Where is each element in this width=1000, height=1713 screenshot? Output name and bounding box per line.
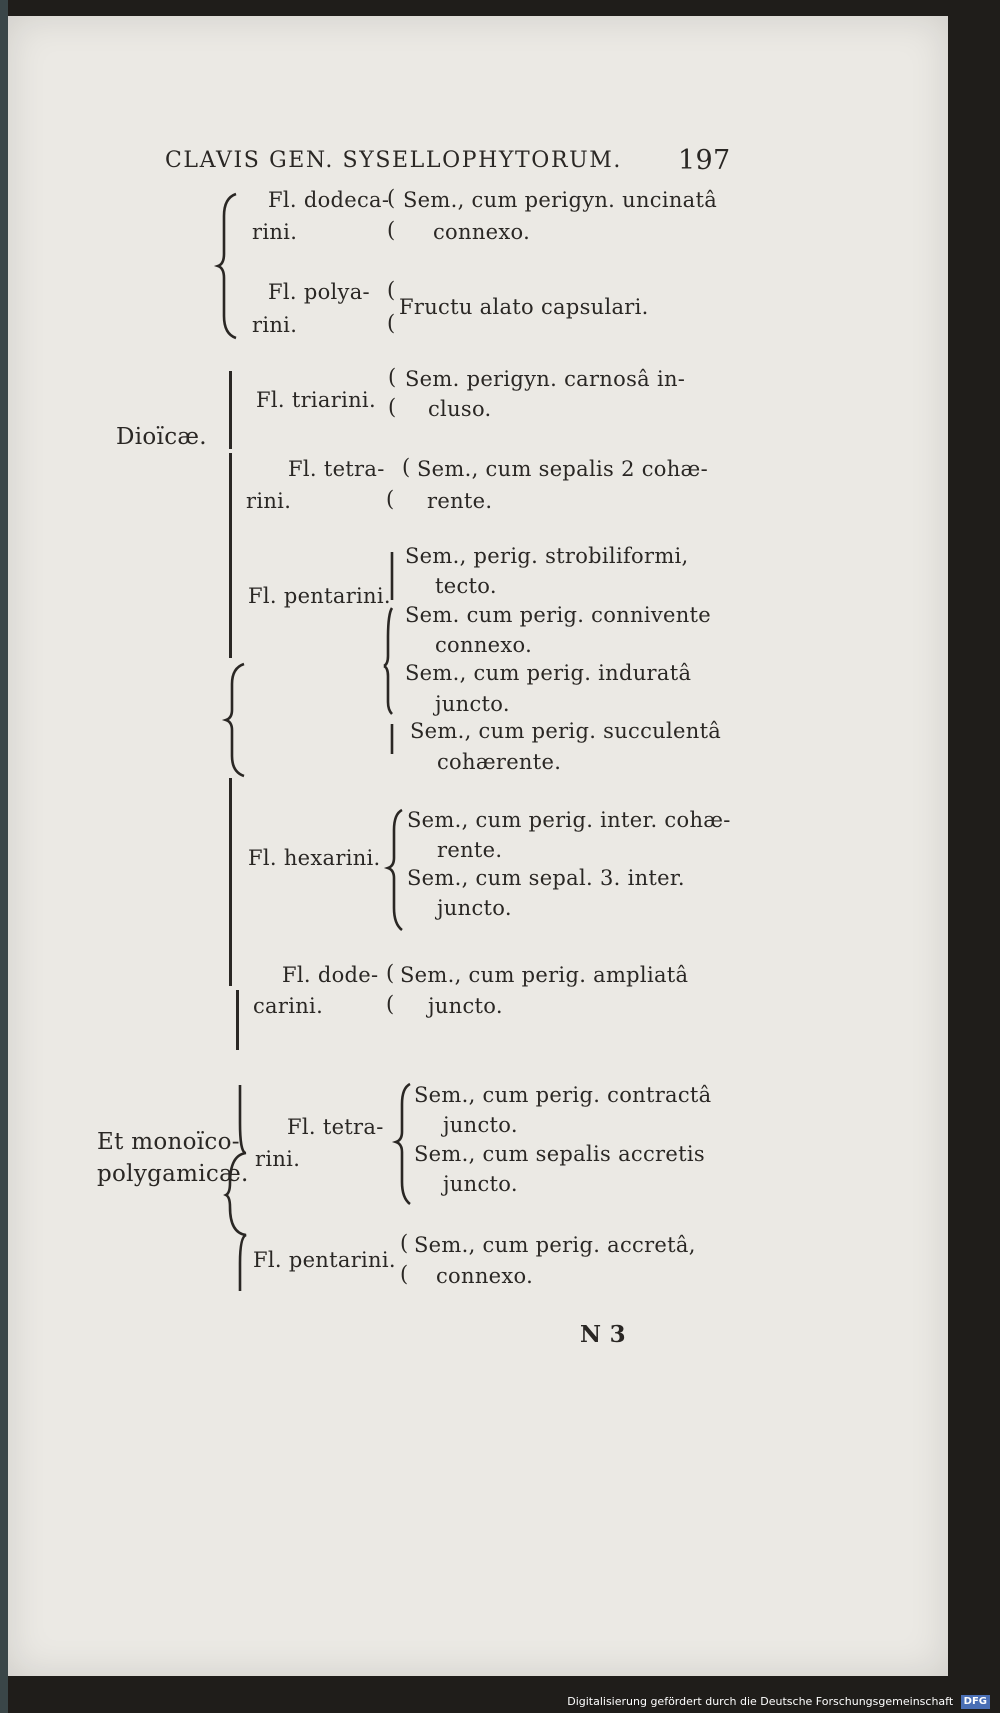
entry-pentarini-desc3-line2: juncto. (435, 692, 510, 716)
footer-bar (0, 1690, 990, 1713)
left-bar-4 (236, 990, 239, 1050)
paren-open: ( (386, 487, 395, 511)
entry-dodecarini-label-line2: carini. (253, 994, 324, 1018)
entry-dodecarini-desc-line2: juncto. (428, 994, 503, 1018)
entry-dodecarini-label-line1: Fl. dode- (282, 963, 379, 987)
left-brace-mid (224, 662, 254, 778)
paren-open: ( (388, 365, 397, 389)
paren-open: ( (400, 1262, 409, 1286)
group-label-monoico-line2: polygamicæ. (97, 1161, 249, 1187)
book-edge (0, 0, 8, 1713)
entry-tetra-label-line2: rini. (246, 489, 292, 513)
paren-open: ( (386, 961, 395, 985)
paren-open: ( (400, 1231, 409, 1255)
entry-dodeca-label-line2: rini. (252, 220, 298, 244)
entry-hexarini-desc2-line1: Sem., cum sepal. 3. inter. (407, 866, 685, 890)
left-bar-2 (229, 453, 232, 658)
entry-polya-label-line2: rini. (252, 313, 298, 337)
entry-pentarini-desc1-line1: Sem., perig. strobiliformi, (405, 544, 689, 568)
entry-mono-penta-label: Fl. pentarini. (253, 1248, 396, 1272)
pentarini-brace (384, 548, 408, 760)
left-brace-bottom (226, 1083, 256, 1293)
entry-mono-tetra-desc1-line1: Sem., cum perig. contractâ (414, 1083, 712, 1107)
entry-mono-tetra-desc2-line1: Sem., cum sepalis accretis (414, 1142, 705, 1166)
entry-polya-label-line1: Fl. polya- (268, 280, 370, 304)
paren-open: ( (388, 395, 397, 419)
entry-mono-penta-desc-line1: Sem., cum perig. accretâ, (414, 1233, 696, 1257)
entry-hexarini-label: Fl. hexarini. (248, 846, 381, 870)
paren-open: ( (386, 992, 395, 1016)
entry-pentarini-label: Fl. pentarini. (248, 584, 391, 608)
left-bar-3 (229, 778, 232, 986)
entry-pentarini-desc4-line2: cohærente. (437, 750, 562, 774)
entry-pentarini-desc3-line1: Sem., cum perig. induratâ (405, 661, 692, 685)
page-number: 197 (678, 145, 731, 176)
footer-text: Digitalisierung gefördert durch die Deutsche Forschungsgemeinschaft (567, 1695, 954, 1708)
entry-triarini-label: Fl. triarini. (256, 388, 376, 412)
entry-pentarini-desc2-line1: Sem. cum perig. connivente (405, 603, 712, 627)
paren-open: ( (387, 311, 396, 335)
entry-polya-desc: Fructu alato capsulari. (399, 295, 649, 319)
entry-dodeca-desc-line2: connexo. (433, 220, 531, 244)
paren-open: ( (387, 278, 396, 302)
entry-dodecarini-desc-line1: Sem., cum perig. ampliatâ (400, 963, 689, 987)
entry-hexarini-desc2-line2: juncto. (437, 896, 512, 920)
entry-tetra-label-line1: Fl. tetra- (288, 457, 385, 481)
paren-open: ( (387, 218, 396, 242)
entry-tetra-desc-line2: rente. (427, 489, 493, 513)
signature-mark: N 3 (580, 1321, 626, 1348)
entry-mono-tetra-desc1-line2: juncto. (443, 1113, 518, 1137)
entry-mono-tetra-desc2-line2: juncto. (443, 1172, 518, 1196)
entry-hexarini-desc1-line2: rente. (437, 838, 503, 862)
entry-mono-tetra-label-line1: Fl. tetra- (287, 1115, 384, 1139)
paren-open: ( (402, 455, 411, 479)
entry-pentarini-desc1-line2: tecto. (435, 574, 497, 598)
entry-hexarini-desc1-line1: Sem., cum perig. inter. cohæ- (407, 808, 731, 832)
left-brace-top (218, 192, 248, 340)
entry-mono-penta-desc-line2: connexo. (436, 1264, 534, 1288)
left-bar-1 (229, 371, 232, 449)
entry-dodeca-label-line1: Fl. dodeca- (268, 188, 390, 212)
running-header: CLAVIS GEN. SYSELLOPHYTORUM. (165, 148, 622, 173)
group-label-monoico-line1: Et monoïco- (97, 1129, 240, 1155)
paren-open: ( (387, 186, 396, 210)
entry-pentarini-desc2-line2: connexo. (435, 633, 533, 657)
entry-dodeca-desc-line1: Sem., cum perigyn. uncinatâ (403, 188, 718, 212)
group-label-dioicae: Dioïcæ. (116, 424, 207, 450)
entry-triarini-desc-line2: cluso. (428, 397, 492, 421)
entry-triarini-desc-line1: Sem. perigyn. carnosâ in- (405, 367, 686, 391)
entry-tetra-desc-line1: Sem., cum sepalis 2 cohæ- (417, 457, 708, 481)
entry-mono-tetra-label-line2: rini. (255, 1147, 301, 1171)
dfg-logo: DFG (961, 1695, 990, 1709)
entry-pentarini-desc4-line1: Sem., cum perig. succulentâ (410, 719, 722, 743)
